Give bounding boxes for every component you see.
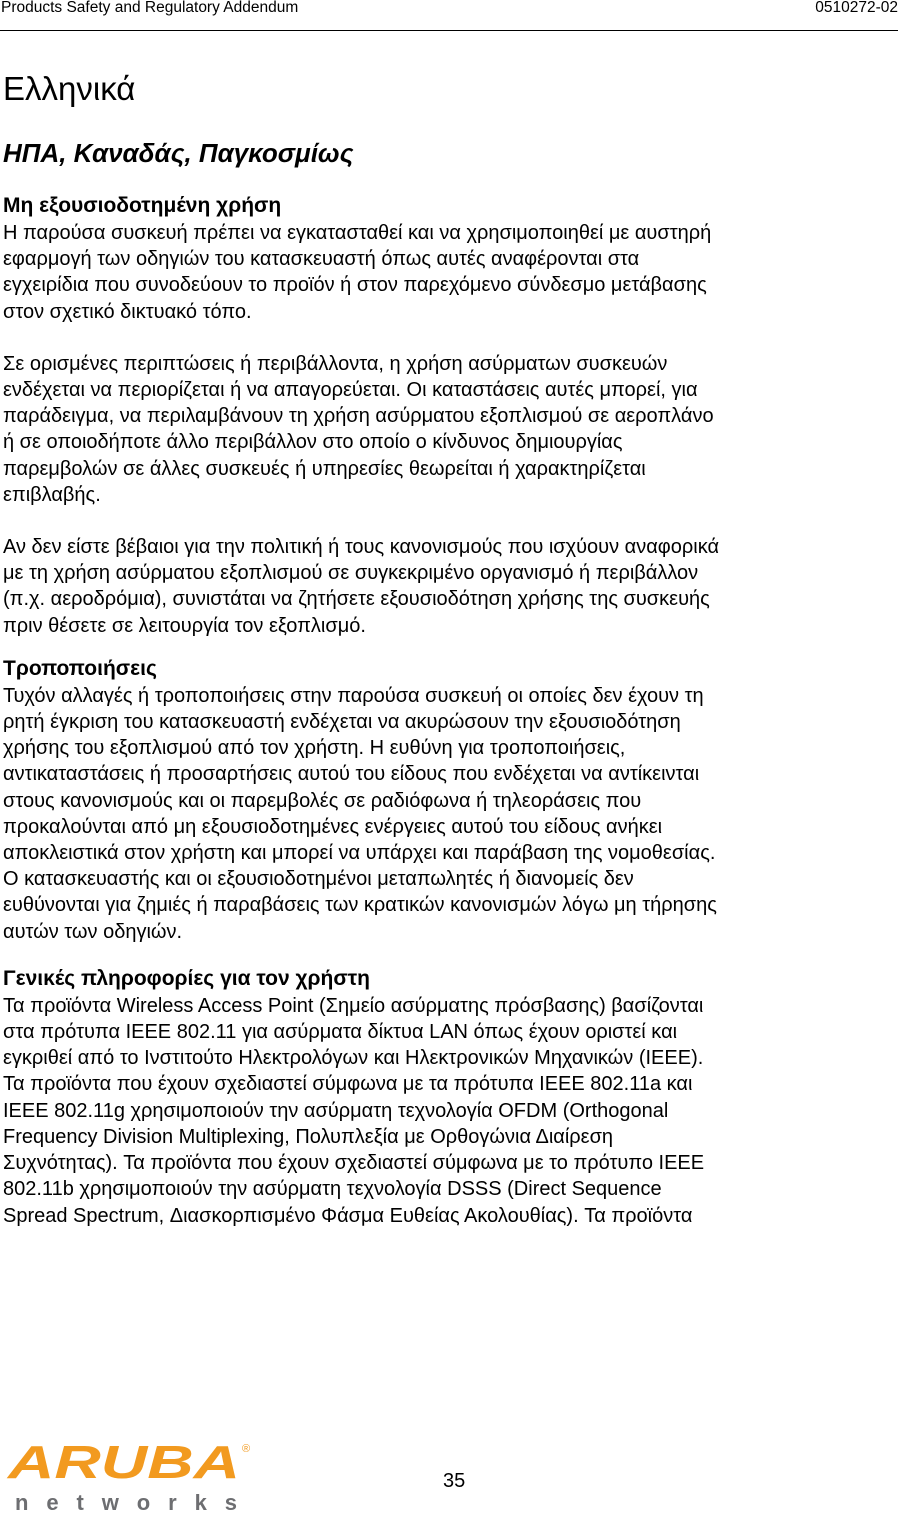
page-content xyxy=(3,68,908,1229)
logo-subword: networks xyxy=(15,1490,238,1515)
aruba-networks-logo xyxy=(5,1436,255,1516)
text-line: αποκλειστικά στον χρήστη και μπορεί να υπάρχει και παράβαση της νομοθεσίας. xyxy=(3,842,716,865)
text-line: Αν δεν είστε βέβαιοι για την πολιτική ή τους κανονισμούς που ισχύουν αναφορικά xyxy=(3,536,720,559)
text-line: Συχνότητας). Τα προϊόντα που έχουν σχεδιαστεί σύμφωνα με το πρότυπο IEEE xyxy=(3,1152,705,1175)
page-number: 35 xyxy=(443,1470,466,1492)
document-number: 0510272-02 xyxy=(815,0,898,16)
text-line: Spread Spectrum, Διασκορπισμένο Φάσμα Ευθείας Ακολουθίας). Τα προϊόντα xyxy=(3,1204,693,1227)
text-line: αντικαταστάσεις ή προσαρτήσεις αυτού του είδους που ενδέχεται να αντίκεινται xyxy=(3,763,700,786)
paragraph xyxy=(3,993,908,1229)
section-heading-unauthorized-use: Μη εξουσιοδοτημένη χρήση xyxy=(3,194,282,217)
text-line: 802.11b χρησιμοποιούν την ασύρματη τεχνολογία DSSS (Direct Sequence xyxy=(3,1178,662,1201)
text-line: στους κανονισμούς και οι παρεμβολές σε ραδιόφωνα ή τηλεοράσεις που xyxy=(3,789,642,812)
text-line: στα πρότυπα IEEE 802.11 για ασύρματα δίκτυα LAN όπως έχουν οριστεί και xyxy=(3,1021,678,1044)
text-line: Frequency Division Multiplexing, Πολυπλεξία με Ορθογώνια Διαίρεση xyxy=(3,1125,614,1148)
text-line: με τη χρήση ασύρματου εξοπλισμού σε συγκεκριμένο οργανισμό ή περιβάλλον xyxy=(3,562,699,585)
text-line: χρήσης του εξοπλισμού από τον χρήστη. Η ευθύνη για τροποποιήσεις, xyxy=(3,737,626,760)
text-line: Σε ορισμένες περιπτώσεις ή περιβάλλοντα, η χρήση ασύρματων συσκευών xyxy=(3,352,668,375)
language-heading: Ελληνικά xyxy=(3,70,136,107)
text-line: πριν θέσετε σε λειτουργία τον εξοπλισμό. xyxy=(3,614,366,637)
text-line: ενδέχεται να περιορίζεται ή να απαγορεύεται. Οι καταστάσεις αυτές μπορεί, για xyxy=(3,379,698,402)
text-line: Ο κατασκευαστής και οι εξουσιοδοτημένοι μεταπωλητές ή διανομείς δεν xyxy=(3,868,634,891)
paragraph xyxy=(3,351,908,508)
text-line: ευθύνονται για ζημιές ή παραβάσεις των κρατικών κανονισμών λόγω μη τήρησης xyxy=(3,894,717,917)
section-heading-general-info: Γενικές πληροφορίες για τον χρήστη xyxy=(3,966,370,990)
text-line: Τα προϊόντα Wireless Access Point (Σημείο ασύρματης πρόσβασης) βασίζονται xyxy=(3,994,704,1017)
section-heading-modifications: Τροποποιήσεις xyxy=(3,656,157,680)
text-line: Τα προϊόντα που έχουν σχεδιαστεί σύμφωνα με τα πρότυπα IEEE 802.11a και xyxy=(3,1073,693,1096)
text-line: ή σε οποιοδήποτε άλλο περιβάλλον στο οποίο ο κίνδυνος δημιουργίας xyxy=(3,431,623,454)
text-line: προκαλούνται από μη εξουσιοδοτημένες ενέργειες αυτού του είδους ανήκει xyxy=(3,815,663,838)
registered-mark: ® xyxy=(242,1443,251,1455)
text-line: Τυχόν αλλαγές ή τροποποιήσεις στην παρούσα συσκευή οι οποίες δεν έχουν τη xyxy=(3,684,704,707)
region-heading: ΗΠΑ, Καναδάς, Παγκοσμίως xyxy=(3,138,354,168)
text-line: Η παρούσα συσκευή πρέπει να εγκατασταθεί και να χρησιμοποιηθεί με αυστηρή xyxy=(3,222,712,244)
paragraph xyxy=(3,534,908,639)
text-line: ρητή έγκριση του κατασκευαστή ενδέχεται να ακυρώσουν την εξουσιοδότηση xyxy=(3,711,681,734)
text-line: εφαρμογή των οδηγιών του κατασκευαστή όπως αυτές αναφέρονται στα xyxy=(3,248,640,271)
text-line: παρεμβολών σε άλλες συσκευές ή υπηρεσίες θεωρείται ή χαρακτηρίζεται xyxy=(3,457,646,480)
logo-graphic xyxy=(5,1436,255,1516)
paragraph xyxy=(3,683,908,945)
text-line: παράδειγμα, να περιλαμβάνουν τη χρήση ασύρματου εξοπλισμού σε αεροπλάνο xyxy=(3,405,714,428)
text-line: στον σχετικό δικτυακό τόπο. xyxy=(3,300,252,323)
text-line: αυτών των οδηγιών. xyxy=(3,920,183,943)
document-title: Products Safety and Regulatory Addendum xyxy=(1,0,299,16)
text-line: (π.χ. αεροδρόμια), συνιστάται να ζητήσετε εξουσιοδότηση χρήσης της συσκευής xyxy=(3,588,710,611)
text-line: εγκριθεί από το Ινστιτούτο Ηλεκτρολόγων και Ηλεκτρονικών Μηχανικών (IEEE). xyxy=(3,1047,704,1070)
text-line: IEEE 802.11g χρησιμοποιούν την ασύρματη τεχνολογία OFDM (Orthogonal xyxy=(3,1099,669,1122)
page-header xyxy=(0,0,898,31)
text-line: εγχειρίδια που συνοδεύουν το προϊόν ή στον παρεχόμενο σύνδεσμο μετάβασης xyxy=(3,274,707,297)
text-line: επιβλαβής. xyxy=(3,483,101,506)
paragraph xyxy=(3,220,908,325)
logo-word: ARUBA xyxy=(6,1436,240,1488)
